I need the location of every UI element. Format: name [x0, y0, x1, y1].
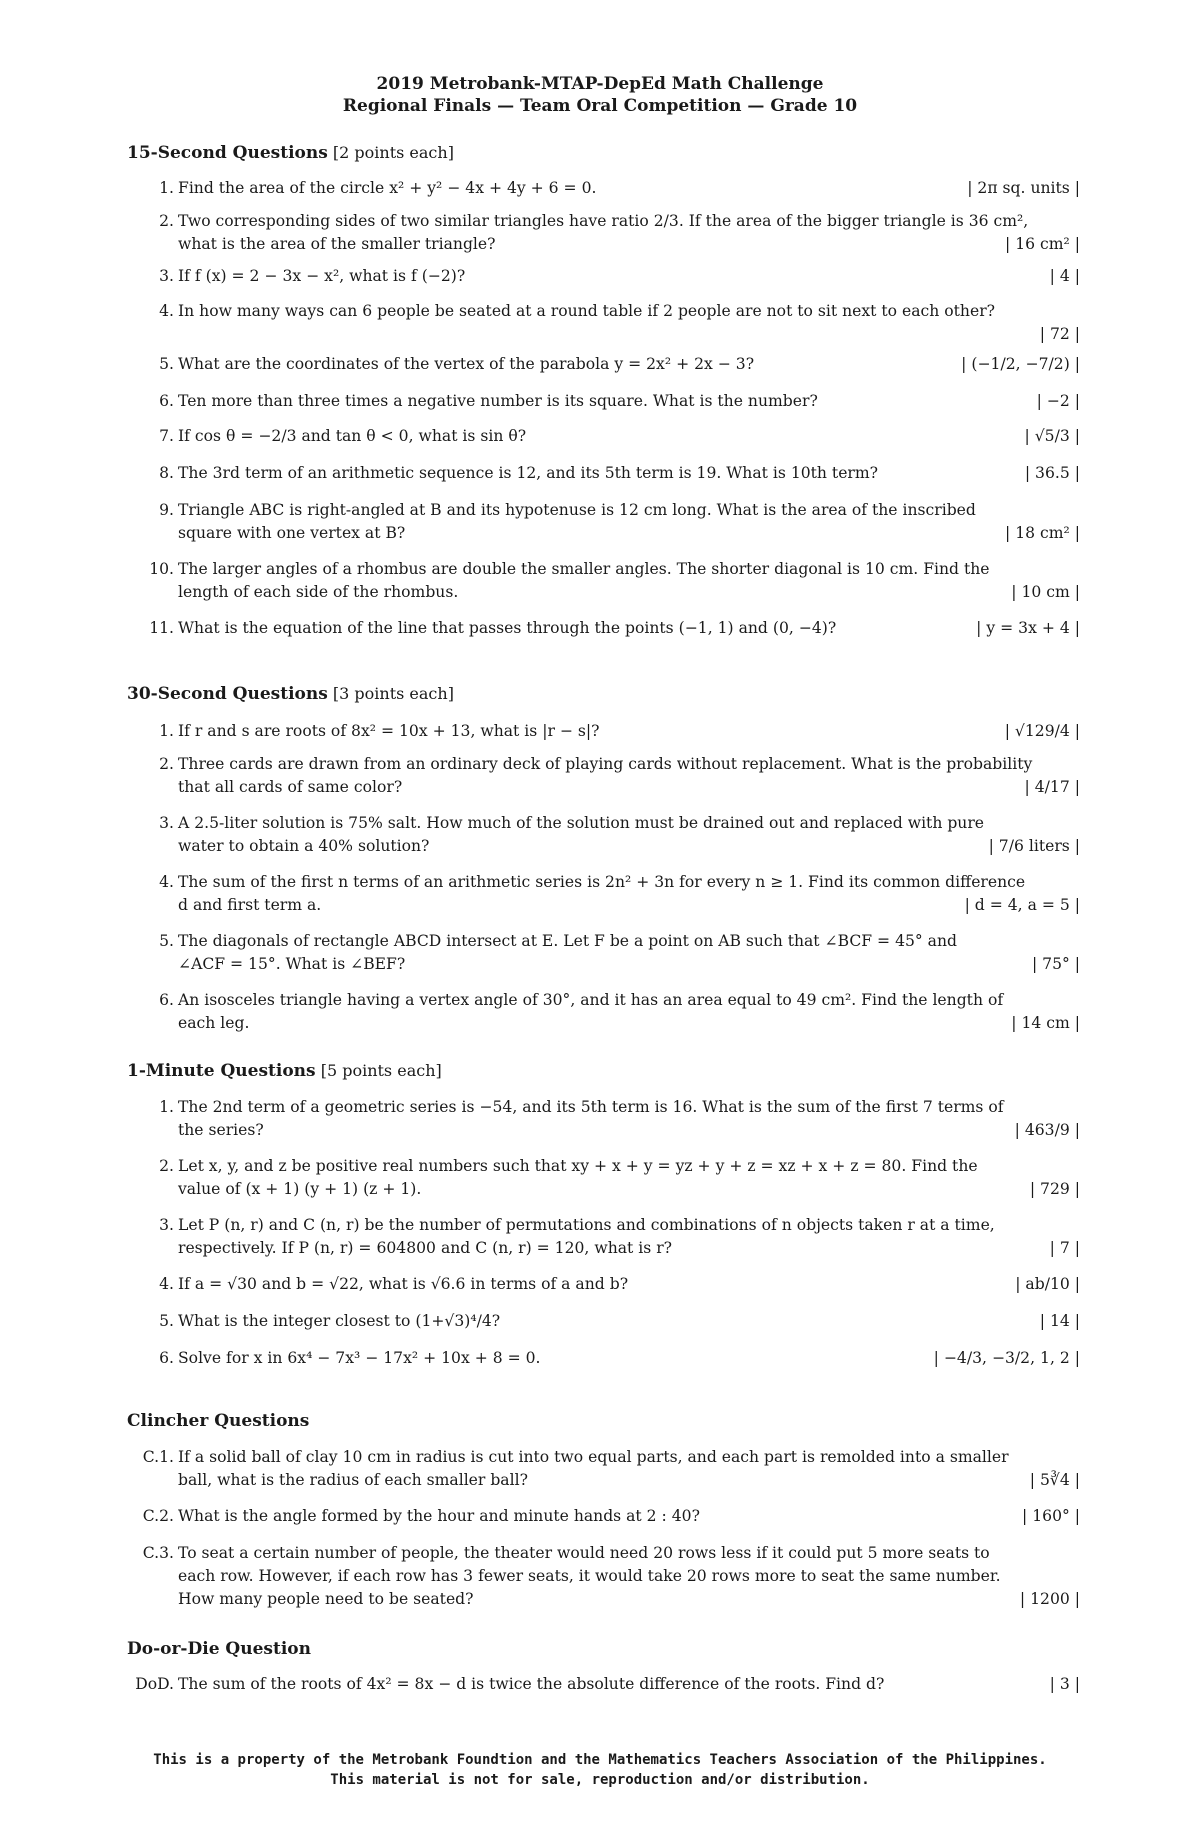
question-body — [178, 499, 1080, 545]
question-body — [178, 265, 1080, 288]
question-number: 3. — [159, 267, 174, 285]
question-text: ∠ACF = 15°. What is ∠BEF? — [178, 955, 406, 973]
question-text: Triangle ABC is right-angled at B and its hypotenuse is 12 cm long. What is the area of the inscribed — [178, 501, 976, 519]
question-text-line — [178, 265, 1080, 288]
question-answer: | 14 | — [1039, 1312, 1080, 1330]
question-text: The 2nd term of a geometric series is −54, and its 5th term is 16. What is the sum of the first 7 terms of — [178, 1098, 1004, 1116]
question-text-line — [178, 522, 1080, 545]
question-text-line — [178, 812, 1080, 835]
question-answer: | 3 | — [1049, 1675, 1080, 1693]
question-answer: | 10 cm | — [1011, 583, 1080, 601]
question-text-line — [178, 1273, 1080, 1296]
question-body — [178, 462, 1080, 485]
section-points: [3 points each] — [327, 684, 454, 703]
question-text: d and first term a. — [178, 896, 322, 914]
question-text: Ten more than three times a negative number is its square. What is the number? — [178, 392, 818, 410]
question-text-line — [178, 776, 1080, 799]
question-text: The larger angles of a rhombus are double the smaller angles. The shorter diagonal is 10 cm. Find the — [178, 560, 990, 578]
question-text-line — [178, 720, 1080, 743]
question-answer: | d = 4, a = 5 | — [964, 896, 1080, 914]
question-text-line — [178, 1505, 1080, 1528]
question-body — [178, 1096, 1080, 1142]
question-text-line — [178, 177, 1080, 200]
question-body — [178, 871, 1080, 917]
question-text-line — [178, 1178, 1080, 1201]
question-text-line — [178, 300, 1080, 323]
question-text-line — [178, 233, 1080, 256]
question-answer: | 4/17 | — [1024, 778, 1080, 796]
question-text: The 3rd term of an arithmetic sequence is 12, and its 5th term is 19. What is 10th term? — [178, 464, 879, 482]
question-answer: | √5/3 | — [1024, 427, 1080, 445]
question-answer: | −4/3, −3/2, 1, 2 | — [933, 1349, 1080, 1367]
question-number: 2. — [159, 1157, 174, 1175]
question-text-line — [178, 1673, 1080, 1696]
question-text: In how many ways can 6 people be seated at a round table if 2 people are not to sit next to each other? — [178, 302, 996, 320]
question-body — [178, 1273, 1080, 1296]
section-title — [127, 1061, 442, 1081]
question-text: What is the integer closest to (1+√3)⁴/4? — [178, 1312, 501, 1330]
question-text-line — [178, 1237, 1080, 1260]
question-answer: | 2π sq. units | — [967, 179, 1080, 197]
question-number: 4. — [159, 302, 174, 320]
question-answer: | 18 cm² | — [1005, 524, 1080, 542]
question-text: If cos θ = −2/3 and tan θ < 0, what is sin θ? — [178, 427, 527, 445]
section-points: [2 points each] — [327, 143, 454, 162]
question-text: A 2.5-liter solution is 75% salt. How much of the solution must be drained out and replaced with pure — [178, 814, 985, 832]
question-number: 3. — [159, 814, 174, 832]
question-body — [178, 390, 1080, 413]
question-answer: | 7/6 liters | — [988, 837, 1080, 855]
question-answer: | 36.5 | — [1024, 464, 1080, 482]
question-answer: | 160° | — [1022, 1507, 1080, 1525]
question-number: 10. — [149, 560, 174, 578]
question-body — [178, 812, 1080, 858]
question-number: 6. — [159, 392, 174, 410]
question-text-line — [178, 462, 1080, 485]
question-text-line — [178, 425, 1080, 448]
question-text: An isosceles triangle having a vertex angle of 30°, and it has an area equal to 49 cm². Find the length of — [178, 991, 1004, 1009]
question-answer: | 463/9 | — [1014, 1121, 1080, 1139]
question-text: what is the area of the smaller triangle? — [178, 235, 496, 253]
question-text: length of each side of the rhombus. — [178, 583, 459, 601]
question-body — [178, 1542, 1080, 1611]
question-text: water to obtain a 40% solution? — [178, 837, 430, 855]
question-text-line — [178, 353, 1080, 376]
question-answer: | 1200 | — [1019, 1590, 1080, 1608]
question-number: 1. — [159, 722, 174, 740]
section-title — [127, 1639, 311, 1659]
question-body — [178, 617, 1080, 640]
question-answer: | 729 | — [1029, 1180, 1080, 1198]
question-number: 4. — [159, 873, 174, 891]
question-text: If f (x) = 2 − 3x − x², what is f (−2)? — [178, 267, 466, 285]
question-text: If a = √30 and b = √22, what is √6.6 in terms of a and b? — [178, 1275, 629, 1293]
question-text: ball, what is the radius of each smaller ball? — [178, 1471, 528, 1489]
question-body — [178, 989, 1080, 1035]
question-number: 2. — [159, 212, 174, 230]
question-text: What is the angle formed by the hour and minute hands at 2 : 40? — [178, 1507, 700, 1525]
question-text: each row. However, if each row has 3 fewer seats, it would take 20 rows more to seat the same number. — [178, 1567, 1001, 1585]
question-text: Solve for x in 6x⁴ − 7x³ − 17x² + 10x + 8 = 0. — [178, 1349, 541, 1367]
question-text-line — [178, 210, 1080, 233]
question-text-line — [178, 1588, 1080, 1611]
question-text: If r and s are roots of 8x² = 10x + 13, what is |r − s|? — [178, 722, 600, 740]
question-text-line — [178, 953, 1080, 976]
question-text-line — [178, 581, 1080, 604]
question-number: DoD. — [135, 1675, 174, 1693]
question-text: Two corresponding sides of two similar triangles have ratio 2/3. If the area of the bigger triangle is 36 cm², — [178, 212, 1029, 230]
question-number: 6. — [159, 1349, 174, 1367]
question-body — [178, 1310, 1080, 1333]
question-number: 11. — [149, 619, 174, 637]
question-body — [178, 1505, 1080, 1528]
question-number: 1. — [159, 1098, 174, 1116]
question-number: 7. — [159, 427, 174, 445]
question-number: 3. — [159, 1216, 174, 1234]
question-number: 4. — [159, 1275, 174, 1293]
question-number: 9. — [159, 501, 174, 519]
question-text: Let P (n, r) and C (n, r) be the number of permutations and combinations of n objects taken r at a time, — [178, 1216, 995, 1234]
question-text-line — [178, 1469, 1080, 1492]
question-answer: | 72 | — [1039, 325, 1080, 343]
question-text: Find the area of the circle x² + y² − 4x + 4y + 6 = 0. — [178, 179, 597, 197]
question-text-line — [178, 558, 1080, 581]
question-body — [178, 1347, 1080, 1370]
question-number: 5. — [159, 932, 174, 950]
question-text-line — [178, 753, 1080, 776]
question-text-line — [178, 1542, 1080, 1565]
question-text: The sum of the roots of 4x² = 8x − d is twice the absolute difference of the roots. Find d? — [178, 1675, 885, 1693]
question-answer: | 14 cm | — [1011, 1014, 1080, 1032]
section-title-text: 30-Second Questions — [127, 684, 328, 704]
document-title: 2019 Metrobank-MTAP-DepEd Math Challenge — [376, 74, 824, 94]
question-text-line — [178, 930, 1080, 953]
question-answer: | ab/10 | — [1015, 1275, 1080, 1293]
question-number: 2. — [159, 755, 174, 773]
question-body — [178, 210, 1080, 256]
question-text-line — [178, 1096, 1080, 1119]
section-title-text: Clincher Questions — [127, 1411, 310, 1431]
question-text: The diagonals of rectangle ABCD intersect at E. Let F be a point on AB such that ∠BCF = 45° and — [178, 932, 957, 950]
footer-property-note: This is a property of the Metrobank Foundtion and the Mathematics Teachers Association of the Philippines. — [153, 1752, 1047, 1768]
section-title-text: 15-Second Questions — [127, 143, 328, 163]
question-text: What is the equation of the line that passes through the points (−1, 1) and (0, −4)? — [178, 619, 837, 637]
section-title-text: 1-Minute Questions — [127, 1061, 316, 1081]
section-title — [127, 143, 454, 163]
question-body — [178, 753, 1080, 799]
question-text-line — [178, 617, 1080, 640]
question-text: Let x, y, and z be positive real numbers such that xy + x + y = yz + y + z = xz + x + z = 80. Find the — [178, 1157, 978, 1175]
question-text-line — [178, 1214, 1080, 1237]
question-text-line — [178, 1310, 1080, 1333]
question-answer: | y = 3x + 4 | — [976, 619, 1080, 637]
section-title — [127, 1411, 309, 1431]
question-text: the series? — [178, 1121, 264, 1139]
question-body — [178, 1214, 1080, 1260]
question-answer: | 4 | — [1049, 267, 1080, 285]
question-body — [178, 720, 1080, 743]
question-number: 5. — [159, 355, 174, 373]
question-text-line — [178, 499, 1080, 522]
section-title — [127, 684, 454, 704]
question-body — [178, 177, 1080, 200]
question-text: The sum of the first n terms of an arithmetic series is 2n² + 3n for every n ≥ 1. Find its common difference — [178, 873, 1026, 891]
question-number: C.2. — [142, 1507, 174, 1525]
question-text-line — [178, 1012, 1080, 1035]
question-body — [178, 1673, 1080, 1696]
question-text-line — [178, 989, 1080, 1012]
document-subtitle: Regional Finals — Team Oral Competition — Grade 10 — [342, 96, 858, 116]
question-text-line — [178, 1119, 1080, 1142]
question-answer: | 7 | — [1049, 1239, 1080, 1257]
question-text-line — [178, 894, 1080, 917]
question-text: Three cards are drawn from an ordinary deck of playing cards without replacement. What is the probability — [178, 755, 1033, 773]
question-number: C.3. — [142, 1544, 174, 1562]
question-text: each leg. — [178, 1014, 250, 1032]
question-number: 5. — [159, 1312, 174, 1330]
footer-distribution-note: This material is not for sale, reproduction and/or distribution. — [330, 1772, 870, 1788]
question-body — [178, 300, 1080, 346]
question-answer: | 75° | — [1031, 955, 1080, 973]
question-answer: | (−1/2, −7/2) | — [961, 355, 1080, 373]
question-answer: | −2 | — [1036, 392, 1080, 410]
question-body — [178, 1446, 1080, 1492]
question-text-line — [178, 1565, 1080, 1588]
question-text-line — [178, 390, 1080, 413]
question-body — [178, 353, 1080, 376]
question-body — [178, 425, 1080, 448]
question-text-line — [178, 871, 1080, 894]
question-text: that all cards of same color? — [178, 778, 403, 796]
question-answer: | 5∛4 | — [1029, 1471, 1080, 1489]
question-answer: | √129/4 | — [1004, 722, 1080, 740]
question-text: respectively. If P (n, r) = 604800 and C (n, r) = 120, what is r? — [178, 1239, 673, 1257]
question-text-line — [178, 323, 1080, 346]
section-points: [5 points each] — [315, 1061, 442, 1080]
question-number: 8. — [159, 464, 174, 482]
question-text: If a solid ball of clay 10 cm in radius is cut into two equal parts, and each part is remolded into a smaller — [178, 1448, 1009, 1466]
question-number: C.1. — [142, 1448, 174, 1466]
question-answer: | 16 cm² | — [1005, 235, 1080, 253]
question-text: value of (x + 1) (y + 1) (z + 1). — [178, 1180, 422, 1198]
question-number: 1. — [159, 179, 174, 197]
question-number: 6. — [159, 991, 174, 1009]
question-body — [178, 558, 1080, 604]
question-text-line — [178, 1446, 1080, 1469]
question-text: How many people need to be seated? — [178, 1590, 474, 1608]
question-text-line — [178, 1155, 1080, 1178]
question-text-line — [178, 1347, 1080, 1370]
question-text: square with one vertex at B? — [178, 524, 406, 542]
question-body — [178, 930, 1080, 976]
section-title-text: Do-or-Die Question — [127, 1639, 311, 1659]
question-text: To seat a certain number of people, the theater would need 20 rows less if it could put 5 more seats to — [178, 1544, 990, 1562]
question-body — [178, 1155, 1080, 1201]
question-text-line — [178, 835, 1080, 858]
question-text: What are the coordinates of the vertex of the parabola y = 2x² + 2x − 3? — [178, 355, 755, 373]
